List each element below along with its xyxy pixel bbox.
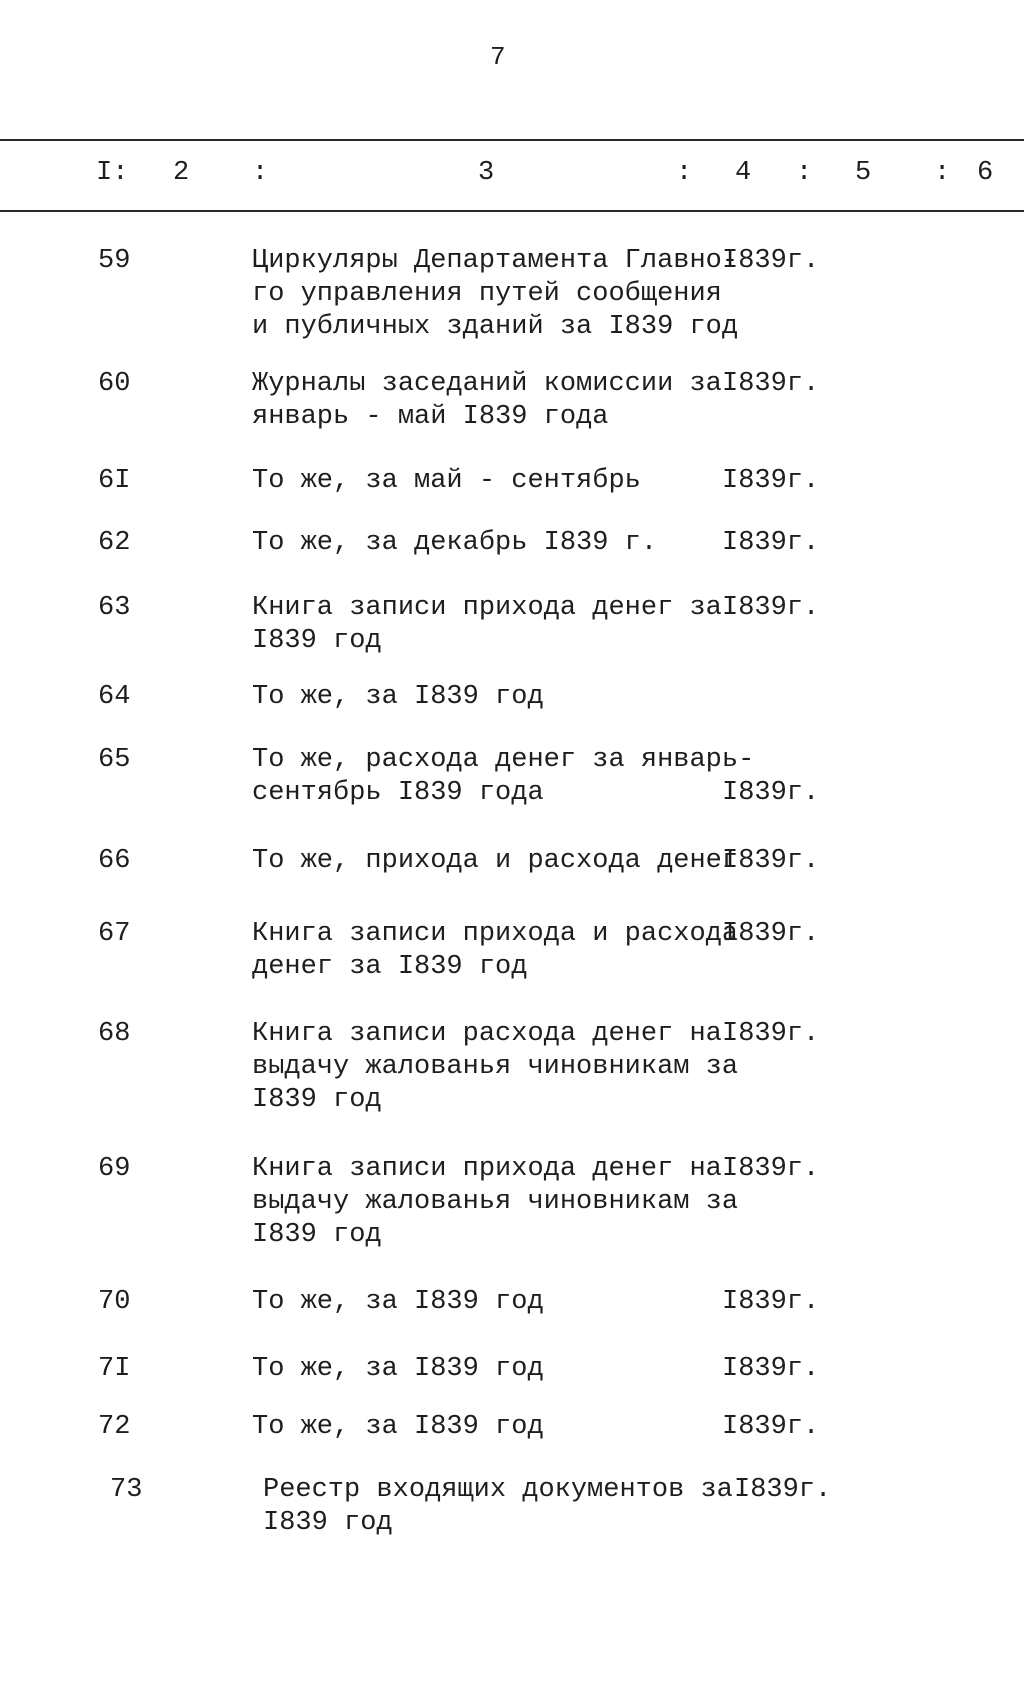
entry-number: 67 xyxy=(98,919,131,949)
entry-date: I839г. xyxy=(722,846,820,876)
entry-title xyxy=(252,245,739,344)
entry-date: I839г. xyxy=(734,1475,832,1505)
entry-title xyxy=(252,368,722,434)
entry-number: 70 xyxy=(98,1287,131,1317)
column-header-3: 3 xyxy=(478,158,495,188)
entry-title-line: I839 год xyxy=(252,1220,382,1250)
entry-number: 63 xyxy=(98,593,131,623)
entry-title-line: сентябрь I839 года xyxy=(252,778,544,808)
entry-title xyxy=(252,465,722,498)
entry-date: I839г. xyxy=(722,919,820,949)
entry-title-line: I839 год xyxy=(252,626,382,656)
entry-number: 62 xyxy=(98,528,131,558)
entry-title xyxy=(252,527,722,560)
entry-number: 69 xyxy=(98,1154,131,1184)
entry-title-line: I839 год xyxy=(252,1085,382,1115)
entry-number: 6I xyxy=(98,466,131,496)
entry-title-line: То же, за I839 год xyxy=(252,1412,544,1442)
entry-title xyxy=(252,1411,722,1444)
entry-number: 65 xyxy=(98,745,131,775)
column-header-5: 5 xyxy=(855,158,872,188)
entry-title-line: Книга записи прихода денег на xyxy=(252,1154,722,1184)
entry-date: I839г. xyxy=(722,466,820,496)
column-separator: : xyxy=(934,158,951,188)
entry-date: I839г. xyxy=(722,1287,820,1317)
entry-title xyxy=(252,592,722,658)
column-header-2: 2 xyxy=(173,158,190,188)
entry-date: I839г. xyxy=(722,246,820,276)
entry-title xyxy=(252,1353,722,1386)
entry-title-line: Журналы заседаний комиссии за xyxy=(252,369,722,399)
entry-date: I839г. xyxy=(722,778,820,808)
entry-date: I839г. xyxy=(722,593,820,623)
entry-number: 60 xyxy=(98,369,131,399)
entry-title xyxy=(263,1474,733,1540)
page-number: 7 xyxy=(490,42,506,72)
entry-title xyxy=(252,681,722,714)
entry-title-line: То же, прихода и расхода денег xyxy=(252,846,739,876)
entry-title-line: То же, за май - сентябрь xyxy=(252,466,641,496)
entry-title-line: го управления путей сообщения xyxy=(252,279,722,309)
entry-number: 64 xyxy=(98,682,131,712)
entry-title-line: То же, за декабрь I839 г. xyxy=(252,528,658,558)
entry-title-line: Книга записи расхода денег на xyxy=(252,1019,722,1049)
entry-title-line: выдачу жалованья чиновникам за xyxy=(252,1187,739,1217)
entry-number: 68 xyxy=(98,1019,131,1049)
entry-title xyxy=(252,1286,722,1319)
entry-title-line: То же, за I839 год xyxy=(252,1287,544,1317)
entry-title-line: денег за I839 год xyxy=(252,952,528,982)
entry-title-line: Циркуляры Департамента Главно- xyxy=(252,246,739,276)
entry-title xyxy=(252,1018,739,1117)
entry-title-line: То же, за I839 год xyxy=(252,682,544,712)
entry-title-line: То же, расхода денег за январь- xyxy=(252,745,755,775)
column-separator: : xyxy=(676,158,693,188)
entry-date: I839г. xyxy=(722,1412,820,1442)
column-header-4: 4 xyxy=(735,158,752,188)
entry-title xyxy=(252,744,755,810)
entry-number: 66 xyxy=(98,846,131,876)
entry-title-line: выдачу жалованья чиновникам за xyxy=(252,1052,739,1082)
column-header-1: I: xyxy=(96,158,129,188)
entry-title-line: Реестр входящих документов за xyxy=(263,1475,733,1505)
entry-title-line: То же, за I839 год xyxy=(252,1354,544,1384)
entry-number: 59 xyxy=(98,246,131,276)
entry-title xyxy=(252,918,739,984)
entry-number: 73 xyxy=(110,1475,143,1505)
entry-number: 72 xyxy=(98,1412,131,1442)
entry-date: I839г. xyxy=(722,369,820,399)
column-header-6: 6 xyxy=(977,158,994,188)
entry-date: I839г. xyxy=(722,1354,820,1384)
entry-title-line: Книга записи прихода и расхода xyxy=(252,919,739,949)
entry-number: 7I xyxy=(98,1354,131,1384)
column-separator: : xyxy=(252,158,269,188)
entry-title xyxy=(252,1153,739,1252)
entry-title xyxy=(252,845,739,878)
entry-date: I839г. xyxy=(722,1019,820,1049)
entry-title-line: I839 год xyxy=(263,1508,393,1538)
entry-title-line: и публичных зданий за I839 год xyxy=(252,312,739,342)
column-separator: : xyxy=(796,158,813,188)
entry-date: I839г. xyxy=(722,528,820,558)
entry-title-line: январь - май I839 года xyxy=(252,402,609,432)
entry-date: I839г. xyxy=(722,1154,820,1184)
entry-title-line: Книга записи прихода денег за xyxy=(252,593,722,623)
